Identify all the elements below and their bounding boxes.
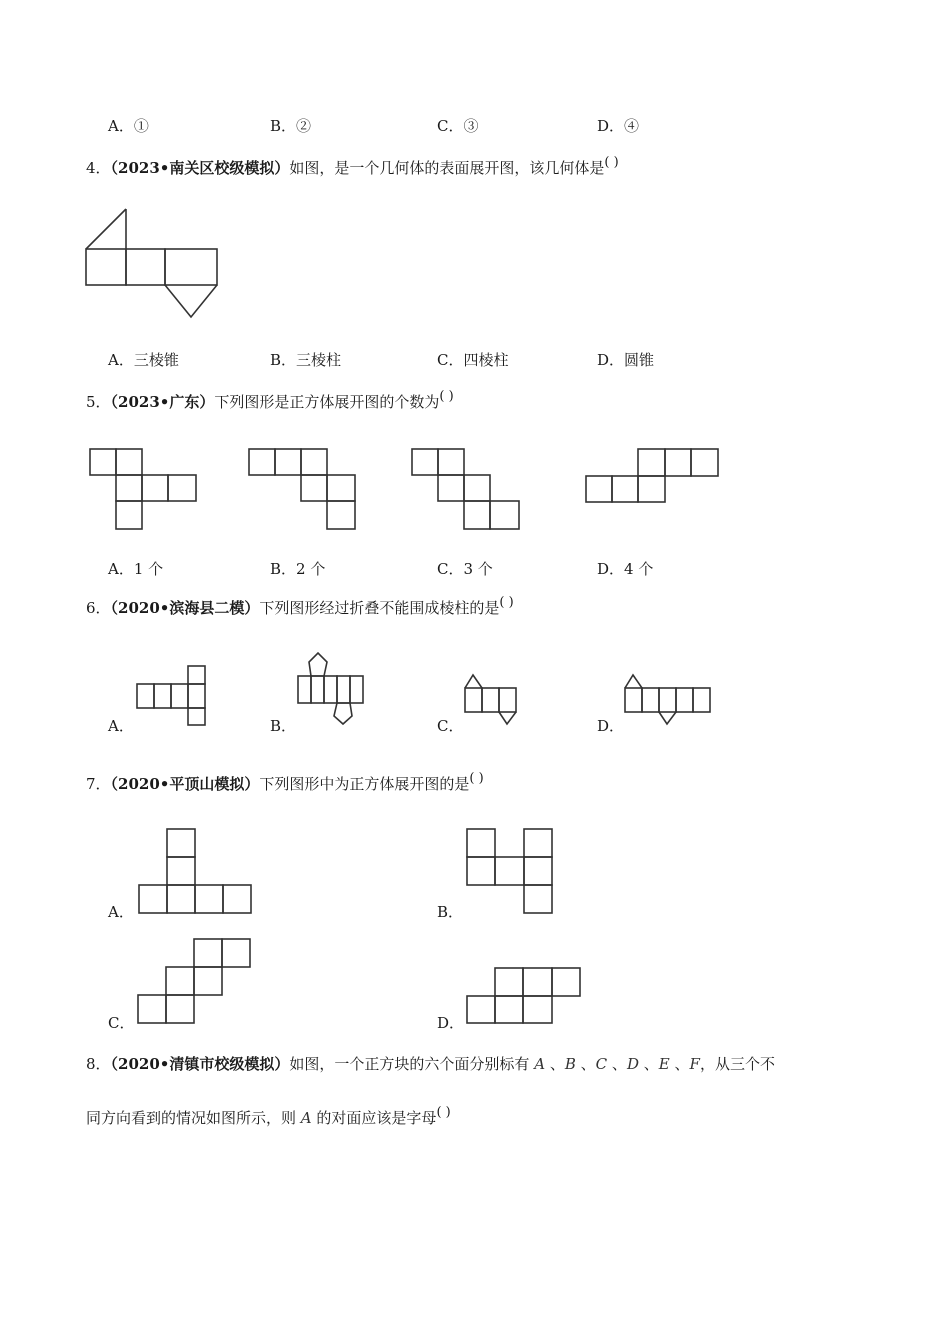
q8-sep-1: 、 xyxy=(549,1055,565,1073)
q8-letter-f: F xyxy=(689,1055,700,1073)
q8-letter-d: D xyxy=(626,1055,639,1073)
q7-label-d[interactable]: D． xyxy=(437,1014,465,1032)
q3-option-c[interactable]: C．③ xyxy=(437,117,479,135)
q7-answer-paren: ( ) xyxy=(469,771,484,786)
q5-option-a[interactable]: A．1 个 xyxy=(108,560,164,578)
q6-number: 6． xyxy=(86,599,111,617)
q4-option-d[interactable]: D．圆锥 xyxy=(597,351,655,369)
q8-line2-text-a: 同方向看到的情况如图所示，则 xyxy=(86,1109,297,1127)
q8-source: （2020•清镇市校级模拟） xyxy=(110,1055,290,1073)
q8-text-b: ，从三个不 xyxy=(699,1055,775,1073)
q8-sep-5: 、 xyxy=(674,1055,690,1073)
q4-source: （2023•南关区校级模拟） xyxy=(110,159,290,177)
q7-figure-b xyxy=(467,829,552,913)
q8-answer-paren: ( ) xyxy=(436,1105,451,1120)
q8-line2-letter: A xyxy=(300,1109,312,1127)
q4-number: 4． xyxy=(86,159,111,177)
q6-label-a[interactable]: A． xyxy=(108,717,134,735)
q5-text: 下列图形是正方体展开图的个数为 xyxy=(214,393,440,411)
q4-option-b[interactable]: B．三棱柱 xyxy=(270,351,342,369)
q7-text: 下列图形中为正方体展开图的是 xyxy=(259,775,470,793)
q5-answer-paren: ( ) xyxy=(439,389,454,404)
q6-source: （2020•滨海县二模） xyxy=(110,599,260,617)
q7-figure-c xyxy=(138,939,250,1023)
q4-answer-paren: ( ) xyxy=(604,155,619,170)
q6-label-b[interactable]: B． xyxy=(270,717,297,735)
q8-letter-a: A xyxy=(534,1055,546,1073)
q7-figure-a xyxy=(139,829,251,913)
q5-option-d[interactable]: D．4 个 xyxy=(597,560,654,578)
q7-label-b[interactable]: B． xyxy=(437,903,464,921)
q8-text-a: 如图，一个正方块的六个面分别标有 xyxy=(289,1055,530,1073)
q8-letter-e: E xyxy=(658,1055,670,1073)
q7-label-c[interactable]: C． xyxy=(108,1014,135,1032)
q7-source: （2020•平顶山模拟） xyxy=(110,775,260,793)
q7-label-a[interactable]: A． xyxy=(108,903,134,921)
q4-text: 如图，是一个几何体的表面展开图，该几何体是 xyxy=(289,159,605,177)
q6-label-c[interactable]: C． xyxy=(437,717,464,735)
q8-line2-text-b: 的对面应该是字母 xyxy=(316,1109,437,1127)
q3-option-d[interactable]: D．④ xyxy=(597,117,640,135)
q5-option-b[interactable]: B．2 个 xyxy=(270,560,326,578)
q6-label-d[interactable]: D． xyxy=(597,717,625,735)
q7-figure-d xyxy=(467,968,580,1023)
q5-option-c[interactable]: C．3 个 xyxy=(437,560,493,578)
q4-option-a[interactable]: A．三棱锥 xyxy=(108,351,179,369)
q3-option-b[interactable]: B．② xyxy=(270,117,312,135)
q8-sep-2: 、 xyxy=(580,1055,596,1073)
q7-number: 7． xyxy=(86,775,111,793)
q8-letter-b: B xyxy=(564,1055,576,1073)
q8-stem-line1 xyxy=(86,1054,775,1074)
q8-stem-line2 xyxy=(86,1105,451,1130)
q3-option-a[interactable]: A．① xyxy=(108,117,149,135)
q5-source: （2023•广东） xyxy=(110,393,215,411)
q8-sep-4: 、 xyxy=(643,1055,659,1073)
q5-number: 5． xyxy=(86,393,111,411)
q6-answer-paren: ( ) xyxy=(499,595,514,610)
q4-option-c[interactable]: C．四棱柱 xyxy=(437,351,509,369)
q8-number: 8． xyxy=(86,1055,111,1073)
q6-text: 下列图形经过折叠不能围成棱柱的是 xyxy=(259,599,500,617)
q8-sep-3: 、 xyxy=(611,1055,627,1073)
q8-letter-c: C xyxy=(595,1055,608,1073)
